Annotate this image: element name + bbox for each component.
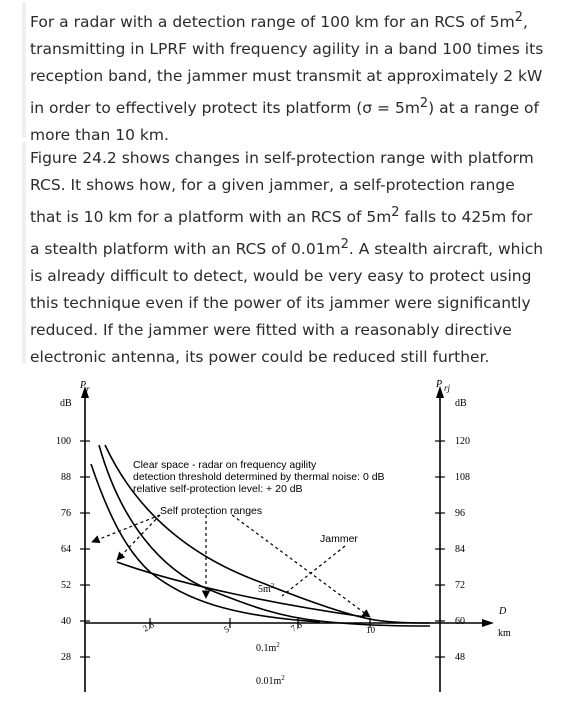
jammer-line: [117, 562, 365, 617]
svg-text:5: 5: [222, 623, 231, 635]
label-0.01m2: $0.01m^2$: [256, 674, 285, 687]
paragraph-1: For a radar with a detection range of 100 km for an RCS of $5m^2$, transmitting in LPRF with frequency agility in a band 100 times its reception band, the jammer must transmit at approximately 2 kW in order to effectively protect its platform $(\sigma = 5m^2)$ at a range of more than 10 km.: [30, 10, 544, 145]
dashed-arrow-right: [232, 515, 370, 617]
self-protection-label: Self protection ranges: [160, 505, 263, 517]
svg-text:108: 108: [455, 472, 470, 483]
svg-text:100: 100: [56, 436, 71, 447]
right-axis-label: P: [436, 379, 443, 390]
svg-text:88: 88: [61, 472, 71, 483]
annotation-line-3: relative self-protection level: + 20 dB: [133, 483, 303, 495]
svg-text:10: 10: [366, 625, 375, 635]
distance-axis-arrow-icon: [482, 619, 494, 627]
right-axis-sub: rj: [444, 383, 451, 393]
left-axis-sub: r: [86, 384, 90, 394]
svg-text:52: 52: [61, 580, 71, 591]
label-5m2: $5m^2$: [258, 582, 275, 595]
distance-axis-letter: D: [499, 606, 507, 617]
svg-text:60: 60: [455, 616, 465, 627]
label-0.1m2: $0.1m^2$: [256, 641, 280, 654]
annotation-line-1: Clear space - radar on frequency agility: [133, 459, 317, 471]
left-tick-labels: [56, 436, 71, 663]
svg-text:96: 96: [455, 508, 465, 519]
distance-tick-labels: [141, 619, 376, 635]
dashed-jammer-pointer: [282, 546, 345, 596]
paragraph-quote-bar-2: [22, 142, 26, 364]
right-tick-labels: [455, 436, 470, 663]
dashed-arrow-far-left: [92, 515, 160, 542]
paragraph-quote-bar-1: [22, 2, 26, 138]
distance-axis-unit: km: [498, 628, 511, 639]
svg-text:84: 84: [455, 544, 465, 555]
left-axis-unit: dB: [60, 398, 72, 409]
svg-text:48: 48: [455, 652, 465, 663]
svg-text:64: 64: [61, 544, 71, 555]
svg-text:76: 76: [61, 508, 71, 519]
jammer-label: Jammer: [320, 533, 358, 545]
svg-text:120: 120: [455, 436, 470, 447]
svg-text:7.5: 7.5: [289, 619, 304, 634]
paragraph-2: Figure 24.2 shows changes in self-protection range with platform RCS. It shows how, for a given jammer, a self-protection range that is 10 km for a platform with an RCS of $5m^2$ falls to 425m for a stealth platform with an RCS of $0.01m^2$. A stealth aircraft, which is already difficult to detect, would be very easy to protect using this technique even if the power of its jammer were significantly reduced. If the jammer were fitted with a reasonably directive electronic antenna, its power could be reduced still further.: [30, 149, 544, 367]
svg-text:72: 72: [455, 580, 465, 591]
left-axis-label: P: [80, 380, 87, 391]
right-axis-unit: dB: [455, 398, 467, 409]
self-protection-figure: [0, 370, 570, 705]
annotation-line-2: detection threshold determined by thermal noise: 0 dB: [133, 471, 385, 483]
svg-text:40: 40: [61, 616, 71, 627]
svg-text:28: 28: [61, 652, 71, 663]
svg-text:2.5: 2.5: [141, 619, 156, 634]
